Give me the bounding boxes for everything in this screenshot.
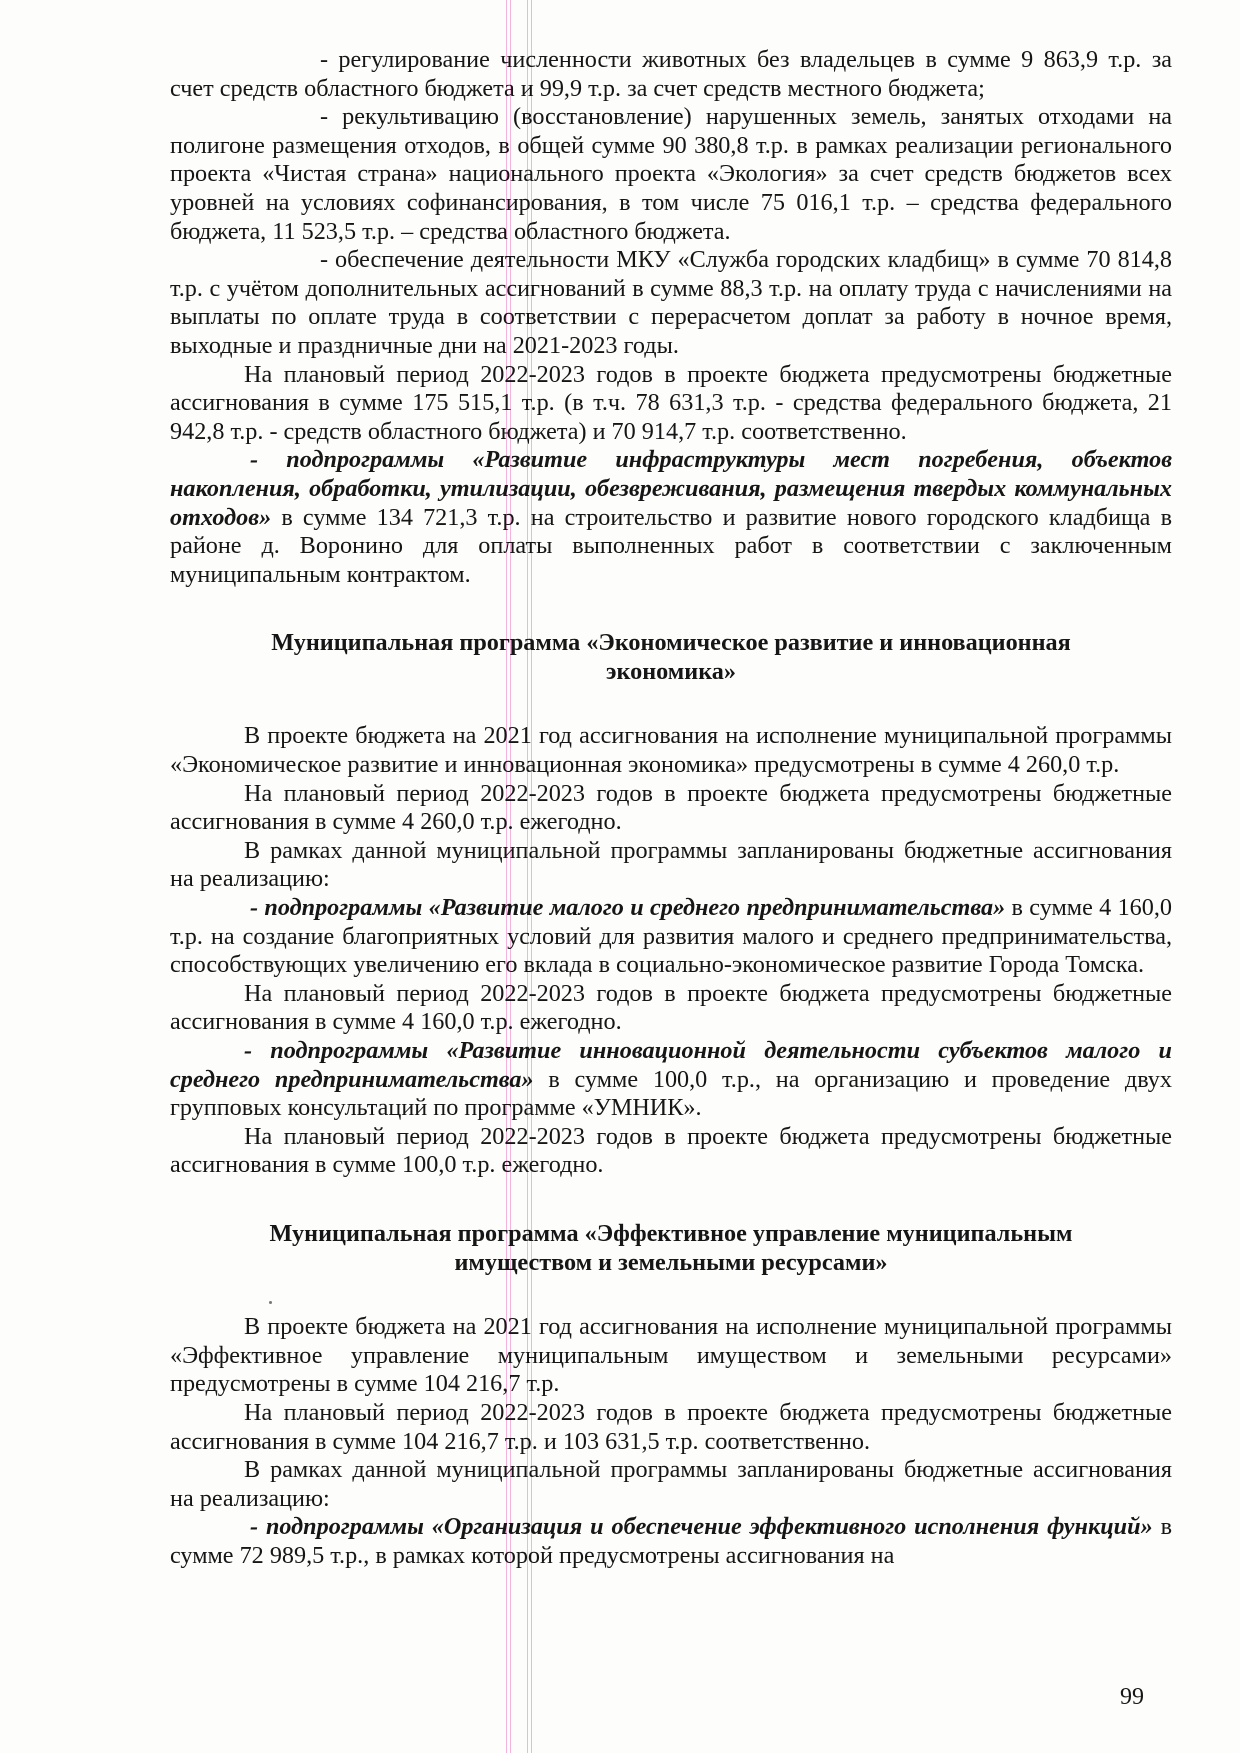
paragraph-planned-period-property [170, 1399, 1172, 1456]
paragraph-animal-regulation [170, 46, 1172, 103]
paragraph-budget-2021-property [170, 1313, 1172, 1399]
text-run: На плановый период 2022-2023 годов в проекте бюджета предусмотрены бюджетные ассигнования в сумме 104 216,7 т.р. и 103 631,5 т.р. соответственно. [170, 1398, 1172, 1455]
text-run: На плановый период 2022-2023 годов в проекте бюджета предусмотрены бюджетные ассигнования в сумме 4 160,0 т.р. ежегодно. [170, 979, 1172, 1036]
section-heading-property-management: Муниципальная программа «Эффективное управление муниципальным имуществом и земельными ресурсами» [269, 1219, 1073, 1276]
paragraph-planned-period-economy [170, 780, 1172, 837]
emphasized-subprogram-name: - подпрограммы «Развитие инфраструктуры мест погребения, объектов накопления, обработки, утилизации, обезвреживания, размещения твердых коммунальных отходов» [170, 446, 1172, 531]
paragraph-planned-period-innovation [170, 1123, 1172, 1180]
text-run: В проекте бюджета на 2021 год ассигнования на исполнение муниципальной программы «Экономическое развитие и инновационная экономика» предусмотрены в сумме 4 260,0 т.р. [170, 722, 1172, 779]
text-run: в сумме 4 160,0 т.р. на создание благоприятных условий для развития малого и среднего предпринимательства, способствующих увеличению его вклада в социально-экономическое развитие Города Томска. [170, 894, 1172, 979]
text-run: В рамках данной муниципальной программы запланированы бюджетные ассигнования на реализацию: [170, 1456, 1172, 1512]
paragraph-land-recultivation [170, 103, 1172, 246]
text-run: В рамках данной муниципальной программы запланированы бюджетные ассигнования на реализацию: [170, 836, 1172, 893]
emphasized-subprogram-name: - подпрограммы «Развитие малого и среднего предпринимательства» [250, 894, 1006, 922]
paragraph-subprogram-small-business [170, 894, 1172, 980]
paragraph-subprogram-innovation [170, 1037, 1172, 1123]
text-run: На плановый период 2022-2023 годов в проекте бюджета предусмотрены бюджетные ассигнования в сумме 4 260,0 т.р. ежегодно. [170, 779, 1172, 836]
text-run: На плановый период 2022-2023 годов в проекте бюджета предусмотрены бюджетные ассигнования в сумме 175 515,1 т.р. (в т.ч. 78 631,3 т.р. - средства федерального бюджета, 21 942,8 т.р. - средств областного бюджета) и 70 914,7 т.р. соответственно. [170, 360, 1172, 445]
paragraph-planned-period-small-business [170, 980, 1172, 1037]
text-run: - рекультивацию (восстановление) нарушенных земель, занятых отходами на полигоне размещения отходов, в общей сумме 90 380,8 т.р. в рамках реализации регионального проекта «Чистая страна» национального проекта «Экология» за счет средств бюджетов всех уровней на условиях софинансирования, в том числе 75 016,1 т.р. – средства федерального бюджета, 11 523,5 т.р. – средства областного бюджета. [170, 103, 1172, 245]
paragraph-within-program-economy [170, 837, 1172, 894]
document-body [170, 46, 1172, 1571]
section-heading-economic-development: Муниципальная программа «Экономическое развитие и инновационная экономика» [271, 629, 1071, 685]
emphasized-subprogram-name: - подпрограммы «Развитие инновационной деятельности субъектов малого и среднего предпринимательства» [170, 1037, 1172, 1093]
text-run: На плановый период 2022-2023 годов в проекте бюджета предусмотрены бюджетные ассигнования в сумме 100,0 т.р. ежегодно. [170, 1122, 1172, 1179]
page-number: 99 [1120, 1684, 1144, 1710]
paragraph-budget-2021-economy [170, 722, 1172, 779]
paragraph-subprogram-functions [170, 1513, 1172, 1570]
paragraph-planned-period [170, 361, 1172, 447]
text-run: в сумме 100,0 т.р., на организацию и проведение двух групповых консультаций по программе «УМНИК». [170, 1065, 1172, 1122]
text-run: - обеспечение деятельности МКУ «Служба городских кладбищ» в сумме 70 814,8 т.р. с учётом дополнительных ассигнований в сумме 88,3 т.р. на оплату труда с начислениями на выплаты по оплате труда в соответствии с перерасчетом доплат за работу в ночное время, выходные и праздничные дни на 2021-2023 годы. [170, 246, 1172, 359]
emphasized-subprogram-name: - подпрограммы «Организация и обеспечение эффективного исполнения функций» [250, 1513, 1153, 1541]
text-run: в сумме 134 721,3 т.р. на строительство и развитие нового городского кладбища в районе д. Воронино для оплаты выполненных работ в соответствии с заключенным муниципальным контрактом. [170, 503, 1172, 588]
paragraph-within-program-property [170, 1456, 1172, 1513]
paragraph-cemetery-service [170, 246, 1172, 360]
text-run: в сумме 72 989,5 т.р., в рамках которой предусмотрены ассигнования на [170, 1513, 1172, 1569]
text-run: - регулирование численности животных без владельцев в сумме 9 863,9 т.р. за счет средств областного бюджета и 99,9 т.р. за счет средств местного бюджета; [170, 46, 1172, 102]
text-run: В проекте бюджета на 2021 год ассигнования на исполнение муниципальной программы «Эффективное управление муниципальным имуществом и земельными ресурсами» предусмотрены в сумме 104 216,7 т.р. [170, 1313, 1172, 1398]
paragraph-subprogram-burial-infrastructure [170, 446, 1172, 589]
